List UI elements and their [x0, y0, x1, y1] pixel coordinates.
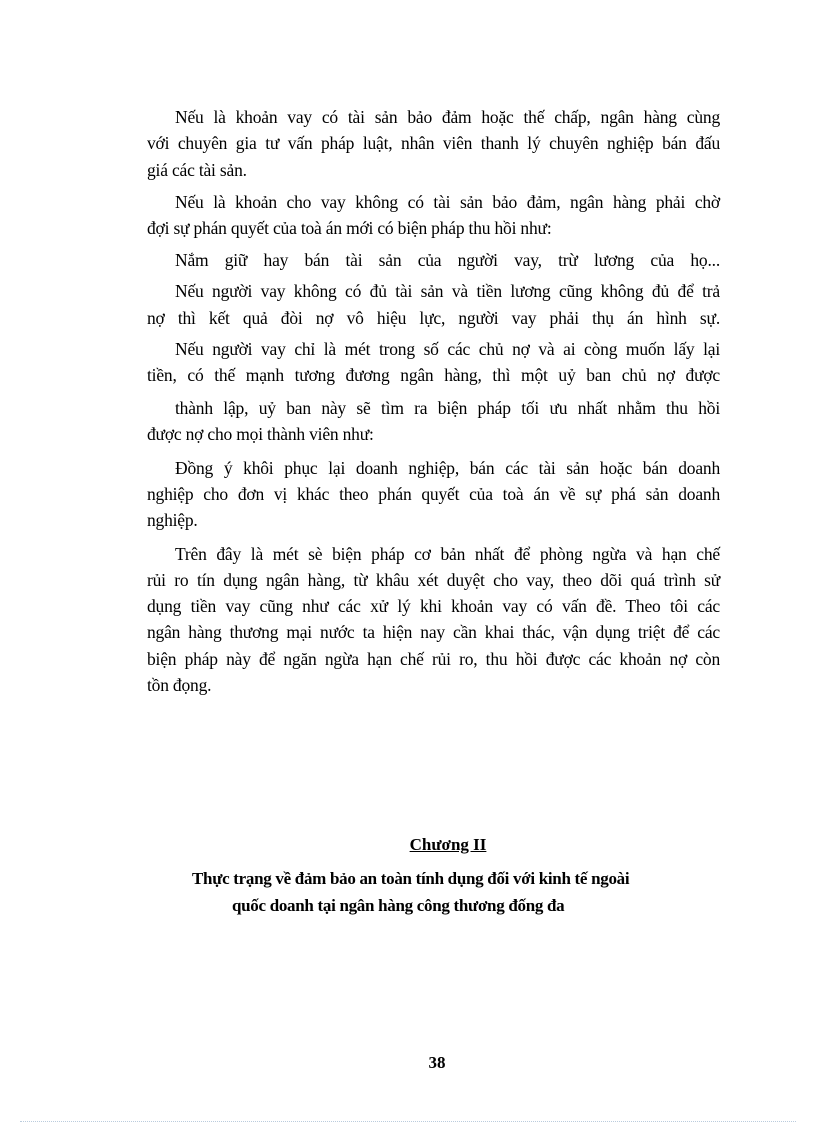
body-text-line: Đồng ý khôi phục lại doanh nghiệp, bán các tài sản hoặc bán doanh [175, 458, 720, 478]
body-text-line: tồn đọng. [147, 675, 212, 695]
body-text-line: Nếu người vay chỉ là mét trong số các chủ nợ và ai còng muốn lấy lại [175, 339, 720, 359]
body-text-line: đợi sự phán quyết của toà án mới có biện pháp thu hồi như: [147, 218, 552, 238]
body-text-line: Nếu người vay không có đủ tài sản và tiền lương cũng không đủ để trả [175, 281, 720, 301]
body-text-line: được nợ cho mọi thành viên như: [147, 424, 374, 444]
body-text-line: Nếu là khoản vay có tài sản bảo đảm hoặc thế chấp, ngân hàng cùng [175, 107, 720, 127]
body-text-line: nghiệp cho đơn vị khác theo phán quyết của toà án về sự phá sản doanh [147, 484, 720, 504]
body-text-line: biện pháp này để ngăn ngừa hạn chế rủi ro, thu hồi được các khoản nợ còn [147, 649, 720, 669]
body-text-line: Trên đây là mét sè biện pháp cơ bản nhất để phòng ngừa và hạn chế [175, 544, 720, 564]
chapter-label: Chương II [409, 835, 487, 854]
body-text-line: nợ thì kết quả đòi nợ vô hiệu lực, người vay phải thụ án hình sự. [147, 308, 720, 328]
body-text-line: với chuyên gia tư vấn pháp luật, nhân viên thanh lý chuyên nghiệp bán đấu [147, 133, 720, 153]
body-text-line: thành lập, uỷ ban này sẽ tìm ra biện pháp tối ưu nhất nhằm thu hồi [175, 398, 720, 418]
body-text-line: Nếu là khoản cho vay không có tài sản bảo đảm, ngân hàng phải chờ [175, 192, 720, 212]
body-text-line: rủi ro tín dụng ngân hàng, từ khâu xét duyệt cho vay, theo dõi quá trình sử [147, 570, 720, 590]
body-text-line: Nắm giữ hay bán tài sản của người vay, trừ lương của họ... [175, 250, 720, 270]
chapter-title-line-2: quốc doanh tại ngân hàng công thương đống đa [232, 896, 565, 915]
body-text-line: tiền, có thế mạnh tương đương ngân hàng, thì một uỷ ban chủ nợ được [147, 365, 720, 385]
body-text-line: dụng tiền vay cũng như các xử lý khi khoản vay có vấn đề. Theo tôi các [147, 596, 720, 616]
body-text-line: giá các tài sản. [147, 160, 247, 180]
page-boundary-divider [20, 1121, 796, 1122]
chapter-title-line-1: Thực trạng về đảm bảo an toàn tính dụng đối với kinh tế ngoài [192, 869, 630, 888]
body-text-line: nghiệp. [147, 510, 198, 530]
body-text-line: ngân hàng thương mại nước ta hiện nay cần khai thác, vận dụng triệt để các [147, 622, 720, 642]
page-number: 38 [428, 1053, 446, 1072]
